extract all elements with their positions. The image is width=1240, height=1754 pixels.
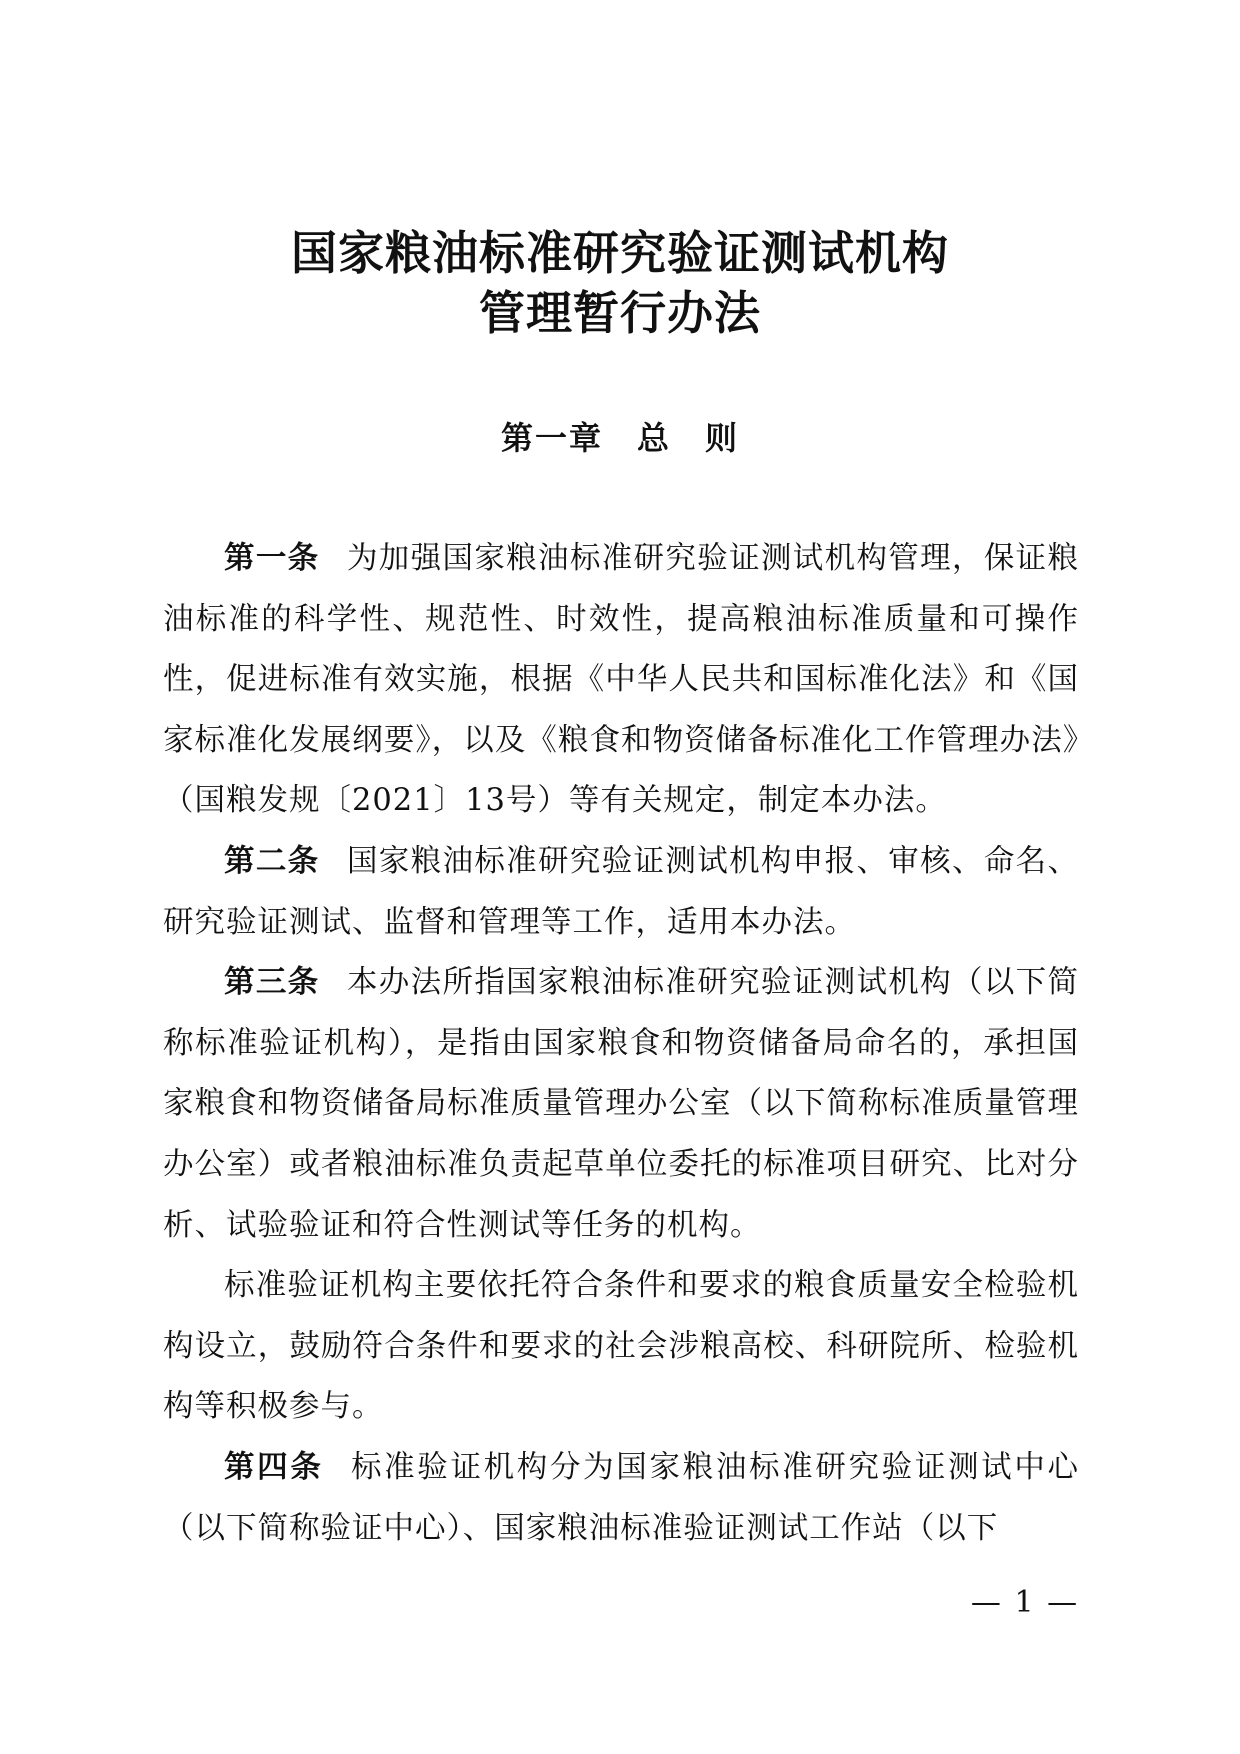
article-label: 第一条	[224, 541, 320, 576]
document-title-line-2: 管理暂行办法	[479, 286, 761, 340]
paragraph-article-4	[163, 1438, 1079, 1559]
paragraph-text: 为加强国家粮油标准研究验证测试机构管理，保证粮油标准的科学性、规范性、时效性，提高粮油标准质量和可操作性，促进标准有效实施，根据《中华人民共和国标准化法》和《国家标准化发展纲要》，以及《粮食和物资储备标准化工作管理办法》（国粮发规〔2021〕13号）等有关规定，制定本办法。	[163, 541, 1080, 819]
page-number: — 1 —	[970, 1585, 1080, 1620]
paragraph-text: 标准验证机构分为国家粮油标准研究验证测试中心（以下简称验证中心）、国家粮油标准验证测试工作站（以下	[163, 1449, 1080, 1546]
paragraph-article-1	[163, 529, 1079, 832]
paragraph-article-3-continued	[163, 1256, 1079, 1438]
article-label: 第三条	[224, 965, 320, 1001]
paragraph-article-2	[163, 832, 1079, 953]
document-body	[163, 529, 1079, 1559]
paragraph-text: 本办法所指国家粮油标准研究验证测试机构（以下简称标准验证机构），是指由国家粮食和物资储备局命名的，承担国家粮食和物资储备局标准质量管理办公室（以下简称标准质量管理办公室）或者粮油标准负责起草单位委托的标准项目研究、比对分析、试验验证和符合性测试等任务的机构。	[163, 965, 1080, 1243]
paragraph-article-3	[163, 953, 1079, 1256]
article-label: 第四条	[224, 1449, 324, 1485]
article-label: 第二条	[224, 843, 320, 879]
chapter-heading: 第一章 总 则	[500, 419, 739, 457]
paragraph-text: 国家粮油标准研究验证测试机构申报、审核、命名、研究验证测试、监督和管理等工作，适用本办法。	[163, 843, 1080, 940]
document-title-line-1: 国家粮油标准研究验证测试机构	[291, 226, 949, 280]
paragraph-text: 标准验证机构主要依托符合条件和要求的粮食质量安全检验机构设立，鼓励符合条件和要求的社会涉粮高校、科研院所、检验机构等积极参与。	[163, 1268, 1079, 1425]
